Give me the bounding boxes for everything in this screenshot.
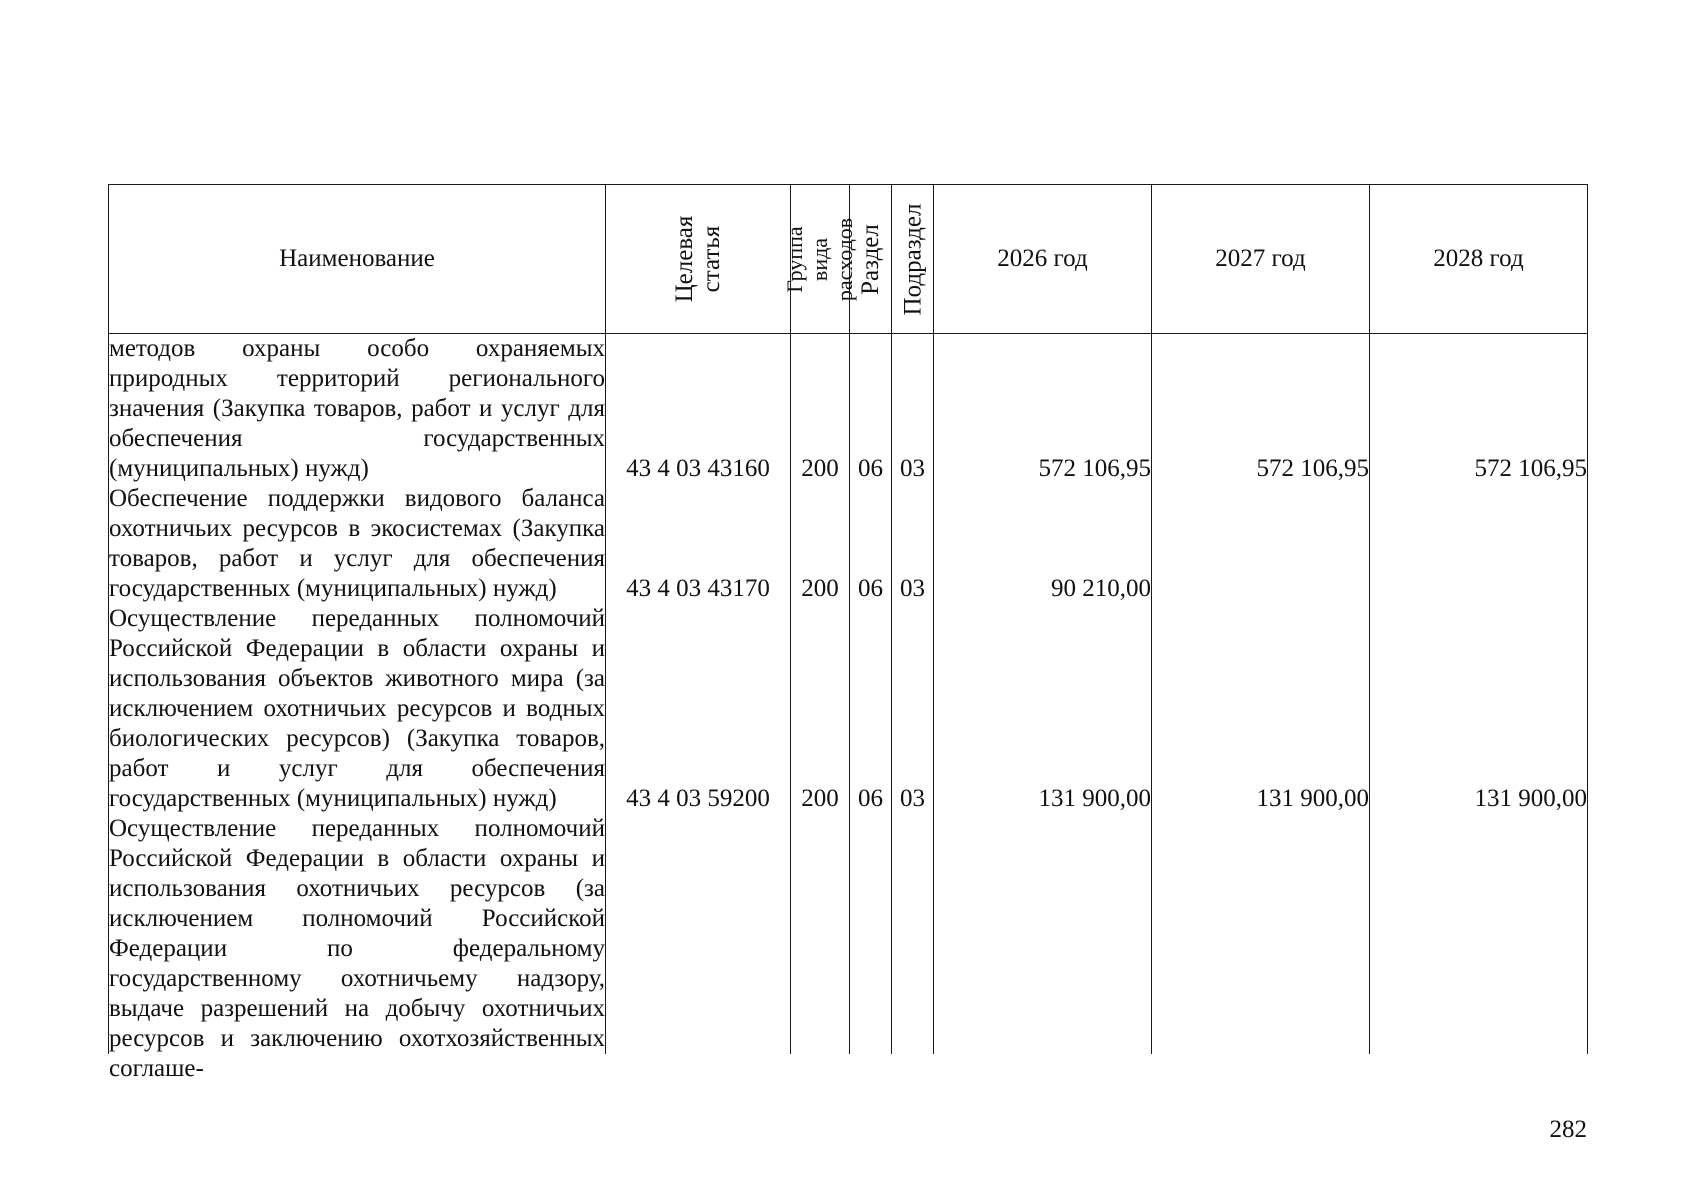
- header-expense-group-label: Группа вида расходов: [782, 217, 858, 301]
- table-row: [109, 334, 1588, 485]
- header-year-2026: [934, 185, 1152, 334]
- row-expense-group: [791, 814, 850, 1054]
- row-target-article: [606, 814, 791, 1054]
- header-year-2027-label: 2027 год: [1215, 245, 1306, 272]
- header-target-article: [606, 185, 791, 334]
- row-name: [109, 814, 606, 1082]
- row-section: 06: [850, 484, 892, 604]
- header-name: [109, 185, 606, 334]
- header-subsection-label: Подраздел: [899, 203, 926, 315]
- row-section: 06: [850, 334, 892, 485]
- row-year-2027: 131 900,00: [1152, 604, 1370, 814]
- header-target-article-label: Целевая статья: [671, 215, 725, 303]
- row-year-2026: 131 900,00: [934, 604, 1152, 814]
- budget-table: [108, 184, 1588, 1082]
- table-row: [109, 484, 1588, 604]
- header-year-2028-label: 2028 год: [1433, 245, 1524, 272]
- row-subsection: [892, 814, 934, 1054]
- row-year-2028: 131 900,00: [1370, 604, 1588, 814]
- row-year-2027: [1152, 814, 1370, 1054]
- header-year-2028: [1370, 185, 1588, 334]
- row-expense-group: 200: [791, 484, 850, 604]
- row-year-2027: [1152, 484, 1370, 604]
- row-section: 06: [850, 604, 892, 814]
- page-number: 282: [1549, 1116, 1587, 1143]
- row-year-2026: 90 210,00: [934, 484, 1152, 604]
- row-name-text: методов охраны особо охраняемых природных территорий регионального значения (Закупка товаров, работ и услуг для обеспечения государственных (муниципальных) нужд): [109, 335, 605, 482]
- row-section: [850, 814, 892, 1054]
- row-year-2026: [934, 814, 1152, 1054]
- row-target-article: 43 4 03 59200: [606, 604, 791, 814]
- row-subsection: 03: [892, 334, 934, 485]
- row-year-2028: [1370, 484, 1588, 604]
- row-name-text: Обеспечение поддержки видового баланса охотничьих ресурсов в экосистемах (Закупка товаров, работ и услуг для обеспечения государственных (муниципальных) нужд): [109, 485, 605, 602]
- row-name-text: Осуществление переданных полномочий Российской Федерации в области охраны и использования объектов животного мира (за исключением охотничьих ресурсов и водных биологических ресурсов) (Закупка товаров, работ и услуг для обеспечения государственных (муниципальных) нужд): [109, 605, 605, 812]
- row-year-2027: 572 106,95: [1152, 334, 1370, 485]
- table-row: [109, 604, 1588, 814]
- header-year-2026-label: 2026 год: [997, 245, 1088, 272]
- row-name-text: Осуществление переданных полномочий Российской Федерации в области охраны и использования охотничьих ресурсов (за исключением полномочий Российской Федерации по федеральному государственному охотничьему надзору, выдаче разрешений на добычу охотничьих ресурсов и заключению охотхозяйственных соглаше-: [109, 815, 605, 1082]
- row-year-2026: 572 106,95: [934, 334, 1152, 485]
- header-section-label: Раздел: [857, 223, 884, 295]
- row-year-2028: 572 106,95: [1370, 334, 1588, 485]
- row-name: [109, 604, 606, 814]
- row-subsection: 03: [892, 604, 934, 814]
- header-year-2027: [1152, 185, 1370, 334]
- row-year-2028: [1370, 814, 1588, 1054]
- row-name: [109, 484, 606, 604]
- row-target-article: 43 4 03 43170: [606, 484, 791, 604]
- row-subsection: 03: [892, 484, 934, 604]
- header-name-label: Наименование: [279, 245, 435, 272]
- table-row: [109, 814, 1588, 1054]
- header-section: [850, 185, 892, 334]
- row-target-article: 43 4 03 43160: [606, 334, 791, 485]
- row-name: [109, 334, 606, 485]
- header-subsection: [892, 185, 934, 334]
- table-body: [109, 334, 1588, 1082]
- row-expense-group: 200: [791, 604, 850, 814]
- header-expense-group: [782, 185, 858, 334]
- table-header: [109, 185, 1588, 334]
- row-expense-group: 200: [791, 334, 850, 485]
